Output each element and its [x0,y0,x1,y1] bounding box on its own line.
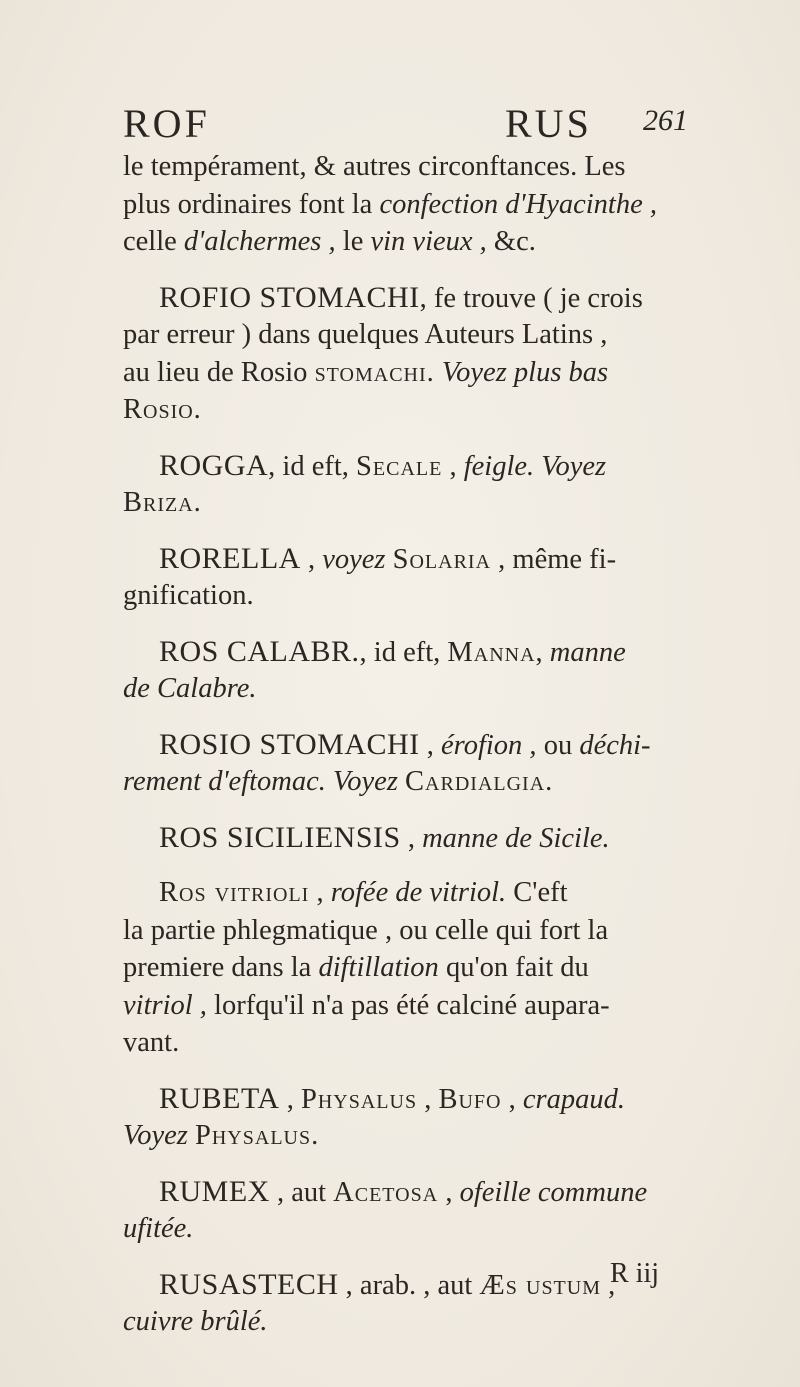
italic-text: confection d'Hyacinthe , [379,188,657,220]
italic-text: crapaud. [522,1083,625,1115]
small-caps-text: Ros vitrioli [159,877,310,908]
text-line [123,1210,703,1248]
text-run: , arab. , aut [338,1269,480,1301]
text-run: , [417,1083,439,1115]
text-run: , [438,1176,460,1208]
headword: ROS CALABR. [159,634,360,668]
headword: RUMEX [159,1174,270,1208]
text-line [123,1117,703,1155]
text-run: C'eft [506,877,568,908]
italic-text: d'alchermes , [183,226,343,257]
text-run: , [442,450,464,482]
running-header [123,100,688,150]
text-line [123,540,703,578]
headword: ROGGA [159,448,269,482]
italic-text: voyez [322,543,386,575]
text-run: premiere dans la [123,952,319,983]
text-line [123,1024,703,1062]
text-run: , [400,822,423,854]
text-run: , [300,543,323,575]
small-caps-text: stomachi. [314,356,435,388]
headword: ROS SICILIENSIS [159,820,401,854]
small-caps-text: Æs ustum [479,1269,602,1301]
text-run: , [501,1083,523,1115]
header-right-word: RUS [505,101,592,146]
page-body [123,148,703,1341]
text-line [123,447,703,485]
headword: RUSASTECH [159,1267,339,1301]
entry-rubeta [123,1080,703,1155]
page-number: 261 [643,104,688,137]
text-run: plus ordinaires font la [123,188,380,220]
italic-text: ufitée. [123,1213,194,1244]
text-line [123,763,703,801]
text-line [123,148,703,186]
headword: RORELLA [159,541,301,575]
text-run: , [309,877,331,908]
text-run: , [535,636,550,668]
italic-text: manne [549,636,626,668]
text-line [123,912,703,950]
entry-rosio [123,726,703,801]
italic-text: Voyez [123,1120,188,1151]
text-line [123,726,703,764]
entry-rorella [123,540,703,615]
text-run: , [419,729,442,761]
small-caps-text: Cardialgia. [405,766,554,797]
text-run: celle [123,226,184,257]
text-line [123,819,703,857]
text-run: par erreur ) dans quelques Auteurs Latins , [123,319,608,350]
text-line [123,316,703,354]
italic-text: vitriol , [123,989,207,1021]
text-line [123,354,703,392]
italic-text: feigle. Voyez [463,450,607,482]
signature-mark: R iij [610,1258,660,1289]
small-caps-text: Physalus [300,1083,418,1115]
text-line [123,223,703,261]
text-run [435,357,442,388]
text-line [123,577,703,615]
text-line [123,633,703,671]
text-run [386,544,393,575]
text-run: lorfqu'il n'a pas été calciné aupara- [206,989,610,1021]
text-line [123,186,703,224]
entry-ros-sicil [123,819,703,857]
italic-text: déchi- [579,729,651,761]
text-run: &c. [486,226,536,257]
italic-text: ofeille commune [459,1176,648,1208]
entry-rofio [123,279,703,429]
headword: ROSIO STOMACHI [159,727,420,761]
text-line [123,1080,703,1118]
small-caps-text: Secale [356,450,443,482]
text-run: , fe trouve ( je crois [419,282,643,314]
text-run: , [601,1269,616,1301]
italic-text: manne de Sicile. [422,822,610,854]
italic-text: Voyez plus bas [441,356,609,388]
text-line [123,279,703,317]
text-run: le tempérament, & autres circonftances. Les [123,151,626,182]
small-caps-text: Manna [447,636,536,668]
text-line [123,949,703,987]
italic-text: de Calabre. [123,673,257,704]
text-run: , même fi- [491,543,617,575]
headword: ROFIO STOMACHI [159,280,420,314]
entry-ros-vitrioli [123,874,703,1062]
entry-rumex [123,1173,703,1248]
text-line [123,484,703,522]
text-run: , id eft, [359,636,448,668]
small-caps-text: Briza. [123,487,202,518]
text-line [123,391,703,429]
text-run: , aut [269,1176,334,1208]
text-run: au lieu de Rosio [123,356,315,388]
text-run: la partie phlegmatique , ou celle qui fort la [123,914,609,946]
text-line [123,987,703,1025]
text-run: , [279,1083,301,1115]
text-run [398,766,405,797]
italic-text: rofée de vitriol. [330,877,507,908]
text-run: qu'on fait du [438,952,589,983]
italic-text: rement d'eftomac. Voyez [123,766,398,797]
text-line [123,1173,703,1211]
entry-rogga [123,447,703,522]
entry-ros-calabr [123,633,703,708]
italic-text: vin vieux , [370,226,487,257]
text-line [123,874,703,912]
italic-text: cuivre brûlé. [123,1306,268,1337]
small-caps-text: Rosio. [123,394,202,425]
small-caps-text: Physalus. [195,1120,320,1151]
text-run: , id eft, [268,450,357,482]
text-run [188,1120,195,1151]
small-caps-text: Acetosa [333,1176,439,1208]
italic-text: diftillation [318,952,439,983]
small-caps-text: Solaria [392,543,492,575]
text-run: ou [536,729,580,761]
headword: RUBETA [159,1081,280,1115]
text-run: vant. [123,1027,180,1058]
italic-text: érofion , [441,729,537,761]
header-left-word: ROF [123,101,210,146]
text-run: gnification. [123,580,254,611]
small-caps-text: Bufo [438,1083,502,1115]
text-run: le [342,226,371,257]
entry-cont [123,148,703,261]
text-line [123,670,703,708]
text-line [123,1303,703,1341]
